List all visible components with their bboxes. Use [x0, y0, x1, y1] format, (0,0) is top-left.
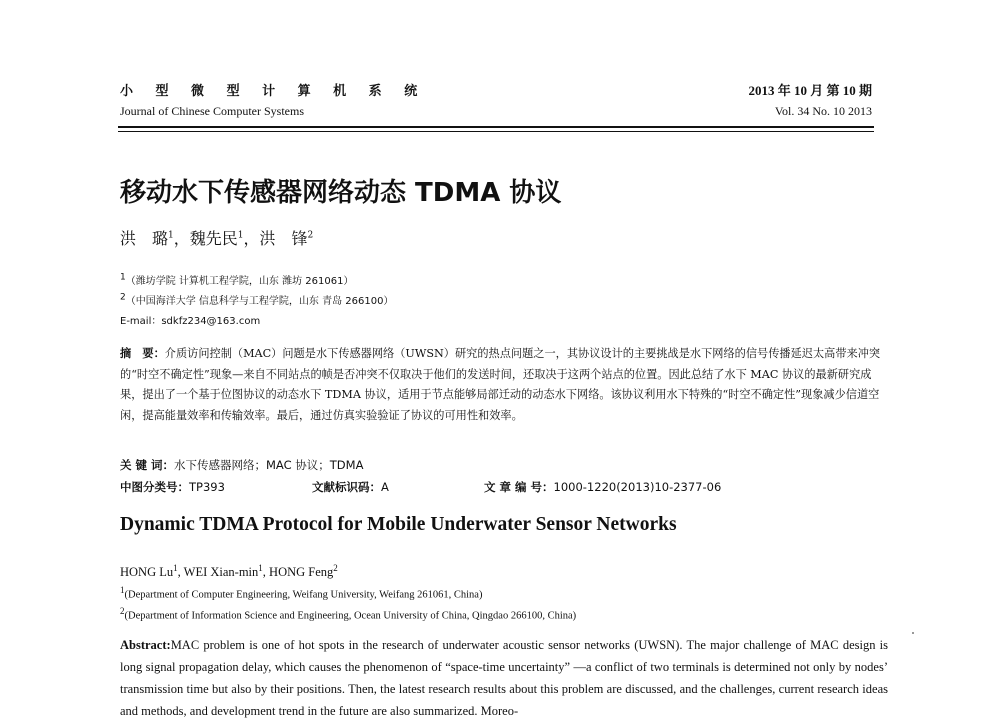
- doc-code-value: A: [381, 480, 389, 494]
- article-number-value: 1000-1220(2013)10-2377-06: [553, 480, 722, 494]
- affil-text: （中国海洋大学 信息科学与工程学院，山东 青岛 266100）: [125, 296, 394, 307]
- author-name: 魏先民: [189, 229, 238, 248]
- affiliation-cn: [120, 272, 353, 287]
- affil-mark: 2: [120, 292, 126, 303]
- authors-cn: 洪 璐$^1$，魏先民$^1$，洪 锋$^2$: [120, 229, 314, 248]
- abstract-label-en: Abstract:: [120, 638, 171, 652]
- scan-speck: [912, 632, 914, 634]
- affil-text: (Department of Computer Engineering, Weifang University, Weifang 261061, China): [124, 589, 483, 601]
- doc-code-label: 文献标识码：: [312, 480, 381, 494]
- abstract-en: [120, 634, 888, 722]
- abstract-text-cn: 介质访问控制（MAC）问题是水下传感器网络（UWSN）研究的热点问题之一，其协议设计的主要挑战是水下网络的信号传播延迟太高带来冲突的“时空不确定性”现象—来自不同站点的帧是否冲突不仅取决于他们的发送时间，还取决于这两个站点的位置。因此总结了水下 MAC 协议的最新研究成果，提出了一个基于位图协议的动态水下 TDMA 协议，适用于节点能够局部迁动的动态水下网络。该协议利用水下特殊的“时空不确定性”现象减少信道空闲，提高能量效率和传输效率。最后，通过仿真实验验证了协议的可用性和效率。: [120, 347, 881, 422]
- author-affil-mark: 2: [307, 230, 314, 241]
- document-code: [312, 479, 389, 495]
- issue-info-en: Vol. 34 No. 10 2013: [774, 104, 872, 118]
- author-name: WEI Xian-min: [183, 565, 259, 580]
- journal-name-en: Journal of Chinese Computer Systems: [120, 104, 304, 118]
- clc-label: 中图分类号：: [120, 480, 189, 494]
- affil-mark: 2: [120, 606, 125, 616]
- abstract-text-en: MAC problem is one of hot spots in the research of underwater acoustic sensor networks (UWSN). The major challenge of MAC design is long signal propagation delay, which causes the phenomenon of “space-time uncertainty” —a conflict of two terminals is determined not only by nodes’ transmission time but also by their positions. Then, the latest research results about this problem are discussed, and the challenges, current research ideas and methods, and development trend in the future are also summarized. Moreo-: [120, 638, 888, 718]
- keywords-cn: [120, 457, 363, 473]
- author-affil-mark: 2: [333, 563, 338, 573]
- keywords-text: 水下传感器网络；MAC 协议；TDMA: [174, 458, 364, 472]
- clc-value: TP393: [189, 480, 225, 494]
- author-email: E-mail：sdkfz234@163.com: [120, 316, 261, 327]
- authors-en: HONG Lu$^1$, WEI Xian-$\min^1$, HONG Feng$^2$: [120, 563, 338, 580]
- clc-number: [120, 479, 225, 495]
- author-affil-mark: 1: [168, 230, 174, 241]
- affiliation-cn: [120, 292, 393, 307]
- abstract-label-cn: 摘 要：: [120, 347, 165, 360]
- journal-name-cn: 小 型 微 型 计 算 机 系 统: [120, 84, 427, 99]
- author-name: HONG Lu: [120, 565, 174, 580]
- header-rule-thick: [118, 126, 874, 128]
- affiliation-en: [120, 585, 482, 601]
- author-affil-mark: 1: [173, 563, 178, 573]
- paper-title-en: Dynamic TDMA Protocol for Mobile Underwater Sensor Networks: [120, 514, 677, 535]
- article-number: [484, 479, 721, 495]
- affil-text: （潍坊学院 计算机工程学院，山东 潍坊 261061）: [125, 276, 354, 287]
- keywords-label: 关 键 词：: [120, 458, 175, 472]
- affiliation-en: [120, 606, 576, 622]
- author-name: HONG Feng: [269, 565, 334, 580]
- affil-mark: 1: [120, 272, 126, 283]
- header-rule-thin: [118, 131, 874, 132]
- author-name: 洪 锋: [259, 229, 308, 248]
- author-name: 洪 璐: [120, 229, 169, 248]
- article-number-label: 文 章 编 号：: [484, 480, 554, 494]
- paper-title-cn: 移动水下传感器网络动态 TDMA 协议: [120, 178, 562, 208]
- affil-text: (Department of Information Science and Engineering, Ocean University of China, Qingdao 266100, China): [124, 610, 577, 622]
- author-affil-mark: 1: [258, 563, 263, 573]
- issue-info-cn: 2013 年 10 月 第 10 期: [748, 83, 872, 98]
- author-affil-mark: 1: [237, 230, 244, 241]
- abstract-cn: [120, 344, 888, 426]
- affil-mark: 1: [120, 585, 125, 595]
